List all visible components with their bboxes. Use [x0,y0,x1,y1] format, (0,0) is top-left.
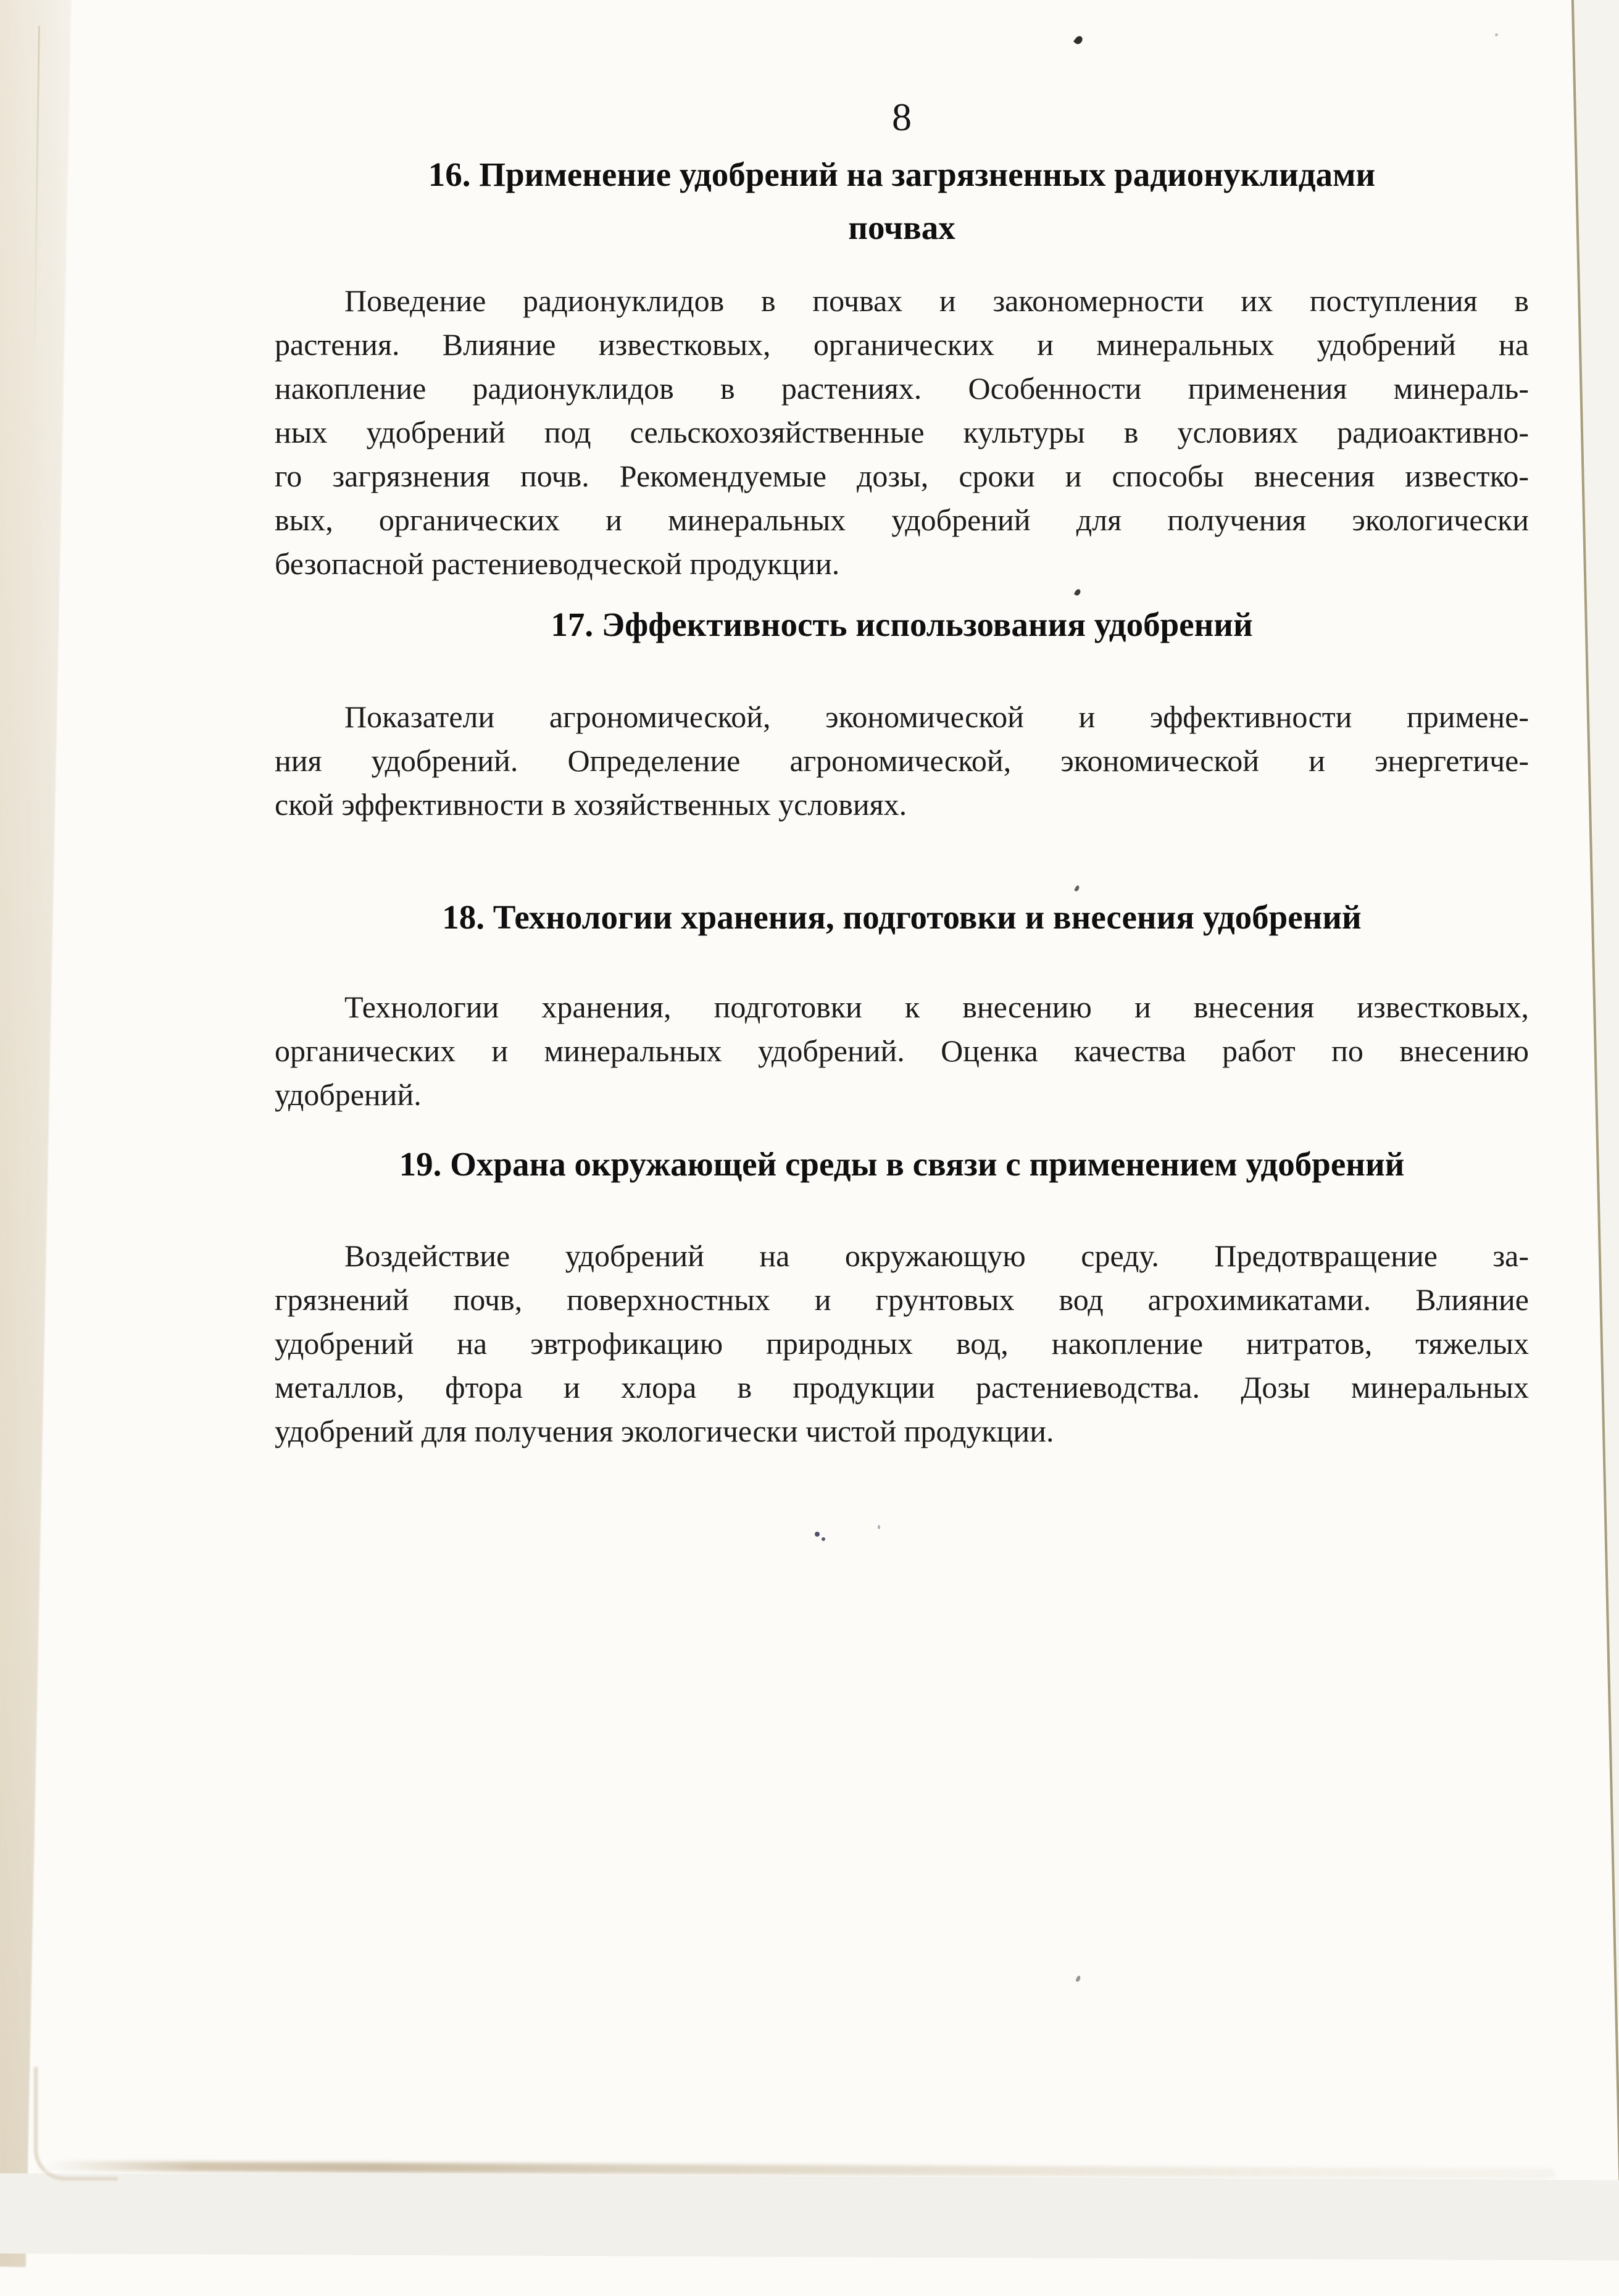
heading-line: почвах [848,209,955,246]
page-left-edge-shadow [0,0,72,2267]
scan-speck [815,1532,820,1537]
paragraph-line: органических и минеральных удобрений. Оценка качества работ по внесению [275,1033,1529,1068]
section-18-heading [275,896,1529,939]
scan-speck [1074,588,1081,597]
page-bottom-left-corner [34,2067,118,2181]
paragraph-line: металлов, фтора и хлора в продукции растениеводства. Дозы минеральных [275,1370,1529,1405]
heading-line: 17. Эффективность использования удобрений [551,606,1253,643]
paragraph-line: ской эффективности в хозяйственных условиях. [275,787,907,822]
paragraph-line: накопление радионуклидов в растениях. Особенности применения минераль- [275,371,1529,406]
paragraph-line: Показатели агрономической, экономической и эффективности примене- [344,699,1529,734]
heading-line: 18. Технологии хранения, подготовки и внесения удобрений [442,898,1362,936]
heading-line: 16. Применение удобрений на загрязненных радионуклидами [428,156,1376,193]
scan-speck [1075,1975,1081,1982]
paragraph-line: удобрений. [275,1077,422,1112]
paragraph-line: ния удобрений. Определение агрономической, экономической и энергетиче- [275,743,1529,778]
paragraph-line: вых, органических и минеральных удобрений для получения экологически [275,503,1529,537]
scan-speck [878,1525,880,1529]
section-16-heading [275,148,1529,254]
section-16-paragraph [275,279,1529,586]
page-bottom-background [0,2173,1619,2261]
paragraph-line: грязнений почв, поверхностных и грунтовых вод агрохимикатами. Влияние [275,1282,1529,1317]
page-number: 8 [892,95,912,139]
paragraph-line: безопасной растениеводческой продукции. [275,546,840,581]
paragraph-line: Поведение радионуклидов в почвах и закономерности их поступления в [344,283,1529,318]
paragraph-line: го загрязнения почв. Рекомендуемые дозы, сроки и способы внесения известко- [275,459,1529,493]
scan-speck [1495,33,1498,36]
page-right-edge-line [1571,0,1619,2296]
paragraph-line: ных удобрений под сельскохозяйственные культуры в условиях радиоактивно- [275,415,1529,449]
paragraph-line: растения. Влияние известковых, органических и минеральных удобрений на [275,327,1529,362]
paragraph-line: Технологии хранения, подготовки к внесению и внесения известковых, [344,990,1529,1024]
scan-speck [822,1537,825,1541]
scan-speck [1074,885,1080,892]
paragraph-line: удобрений для получения экологически чистой продукции. [275,1414,1054,1448]
heading-line: 19. Охрана окружающей среды в связи с применением удобрений [399,1145,1405,1183]
section-18-paragraph [275,985,1529,1117]
section-19-paragraph [275,1234,1529,1453]
section-19-heading [275,1143,1529,1186]
paragraph-line: Воздействие удобрений на окружающую среду. Предотвращение за- [344,1238,1529,1273]
paragraph-line: удобрений на эвтрофикацию природных вод, накопление нитратов, тяжелых [275,1326,1529,1361]
section-17-heading [275,603,1529,646]
section-17-paragraph [275,695,1529,827]
scan-speck [1073,35,1084,46]
